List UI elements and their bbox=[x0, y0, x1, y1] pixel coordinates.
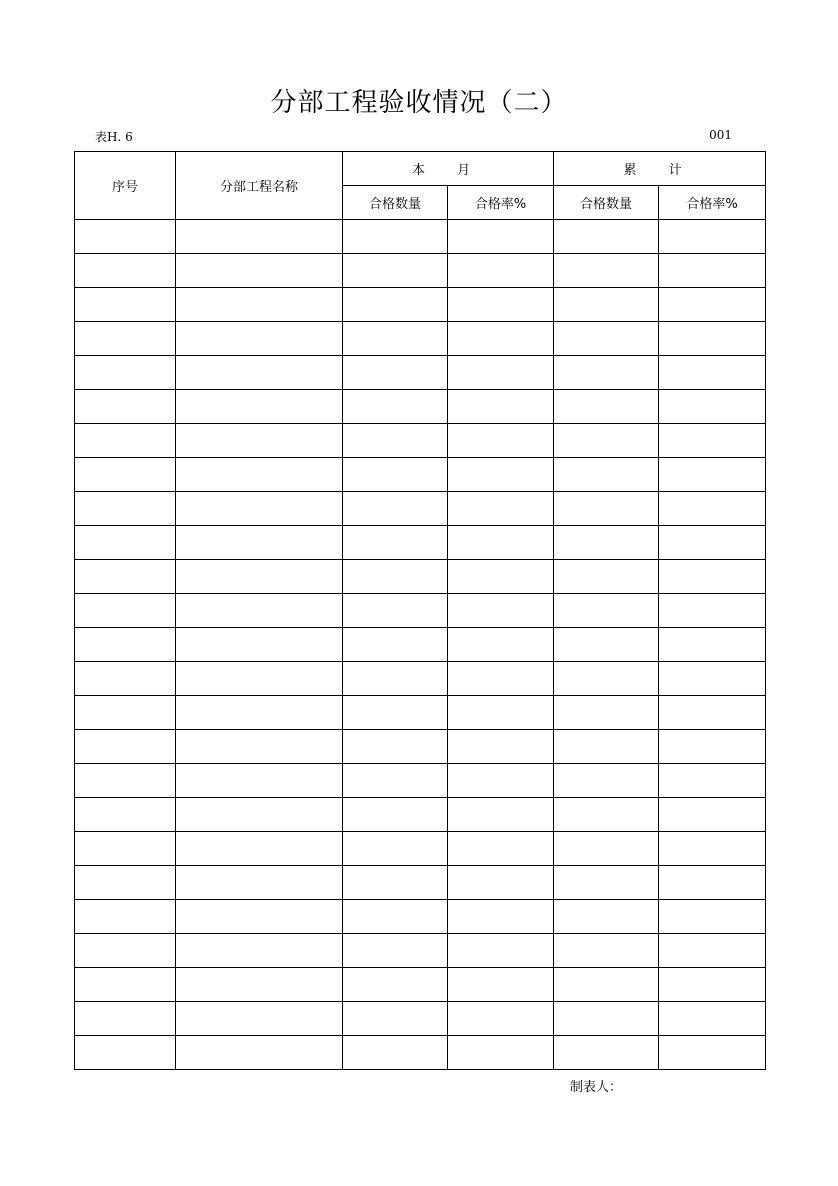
table-row bbox=[75, 764, 766, 798]
table-cell[interactable] bbox=[448, 832, 554, 866]
table-cell[interactable] bbox=[176, 356, 343, 390]
table-cell[interactable] bbox=[343, 220, 448, 254]
table-cell[interactable] bbox=[554, 662, 659, 696]
table-cell[interactable] bbox=[343, 730, 448, 764]
table-cell[interactable] bbox=[176, 1002, 343, 1036]
table-cell[interactable] bbox=[176, 492, 343, 526]
table-cell[interactable] bbox=[343, 934, 448, 968]
table-cell[interactable] bbox=[75, 254, 176, 288]
table-cell[interactable] bbox=[659, 798, 766, 832]
table-cell[interactable] bbox=[448, 254, 554, 288]
table-cell[interactable] bbox=[448, 696, 554, 730]
table-cell[interactable] bbox=[176, 1036, 343, 1070]
table-cell[interactable] bbox=[75, 934, 176, 968]
table-cell[interactable] bbox=[448, 730, 554, 764]
table-row bbox=[75, 390, 766, 424]
table-cell[interactable] bbox=[75, 1036, 176, 1070]
prepared-by-label: 制表人： bbox=[570, 1080, 623, 1095]
table-cell[interactable] bbox=[75, 662, 176, 696]
table-cell[interactable] bbox=[554, 730, 659, 764]
table-cell[interactable] bbox=[554, 560, 659, 594]
header-cumulative: 累 计 bbox=[554, 152, 766, 186]
header-seq: 序号 bbox=[75, 152, 176, 220]
table-row bbox=[75, 968, 766, 1002]
form-number: 表H. 6 bbox=[95, 130, 133, 144]
table-cell[interactable] bbox=[554, 356, 659, 390]
table-cell[interactable] bbox=[554, 628, 659, 662]
table-cell[interactable] bbox=[75, 900, 176, 934]
table-row bbox=[75, 730, 766, 764]
table-cell[interactable] bbox=[554, 390, 659, 424]
table-row bbox=[75, 288, 766, 322]
table-cell[interactable] bbox=[343, 968, 448, 1002]
table-cell[interactable] bbox=[554, 832, 659, 866]
table-cell[interactable] bbox=[343, 696, 448, 730]
table-cell[interactable] bbox=[343, 1002, 448, 1036]
table-cell[interactable] bbox=[448, 390, 554, 424]
table-cell[interactable] bbox=[176, 866, 343, 900]
table-cell[interactable] bbox=[554, 934, 659, 968]
table-cell[interactable] bbox=[448, 628, 554, 662]
table-cell[interactable] bbox=[554, 1036, 659, 1070]
table-cell[interactable] bbox=[176, 390, 343, 424]
table-cell[interactable] bbox=[554, 900, 659, 934]
table-cell[interactable] bbox=[75, 1002, 176, 1036]
table-cell[interactable] bbox=[176, 968, 343, 1002]
table-cell[interactable] bbox=[75, 866, 176, 900]
table-cell[interactable] bbox=[75, 560, 176, 594]
table-row bbox=[75, 628, 766, 662]
header-total-rate: 合格率% bbox=[659, 186, 766, 220]
table-cell[interactable] bbox=[659, 526, 766, 560]
header-month-qty: 合格数量 bbox=[343, 186, 448, 220]
table-cell[interactable] bbox=[75, 968, 176, 1002]
table-cell[interactable] bbox=[343, 356, 448, 390]
table-cell[interactable] bbox=[75, 696, 176, 730]
table-cell[interactable] bbox=[343, 798, 448, 832]
table-row bbox=[75, 322, 766, 356]
table-cell[interactable] bbox=[554, 526, 659, 560]
table-cell[interactable] bbox=[659, 730, 766, 764]
table-cell[interactable] bbox=[176, 560, 343, 594]
table-cell[interactable] bbox=[448, 900, 554, 934]
table-cell[interactable] bbox=[448, 594, 554, 628]
table-row bbox=[75, 458, 766, 492]
table-cell[interactable] bbox=[554, 288, 659, 322]
table-cell[interactable] bbox=[176, 458, 343, 492]
table-cell[interactable] bbox=[554, 424, 659, 458]
table-cell[interactable] bbox=[176, 424, 343, 458]
table-cell[interactable] bbox=[659, 832, 766, 866]
table-cell[interactable] bbox=[659, 764, 766, 798]
table-cell[interactable] bbox=[343, 764, 448, 798]
table-cell[interactable] bbox=[448, 322, 554, 356]
table-cell[interactable] bbox=[659, 424, 766, 458]
table-cell[interactable] bbox=[75, 798, 176, 832]
table-cell[interactable] bbox=[176, 526, 343, 560]
table-cell[interactable] bbox=[659, 900, 766, 934]
table-cell[interactable] bbox=[343, 662, 448, 696]
table-cell[interactable] bbox=[554, 764, 659, 798]
header-project-name: 分部工程名称 bbox=[176, 152, 343, 220]
table-cell[interactable] bbox=[75, 730, 176, 764]
table-cell[interactable] bbox=[75, 594, 176, 628]
table-cell[interactable] bbox=[343, 560, 448, 594]
table-cell[interactable] bbox=[176, 322, 343, 356]
table-cell[interactable] bbox=[448, 968, 554, 1002]
table-cell[interactable] bbox=[343, 628, 448, 662]
table-cell[interactable] bbox=[75, 526, 176, 560]
table-cell[interactable] bbox=[343, 492, 448, 526]
table-cell[interactable] bbox=[554, 798, 659, 832]
table-cell[interactable] bbox=[343, 1036, 448, 1070]
table-row bbox=[75, 526, 766, 560]
table-cell[interactable] bbox=[659, 390, 766, 424]
table-cell[interactable] bbox=[343, 288, 448, 322]
table-cell[interactable] bbox=[554, 458, 659, 492]
header-month-rate: 合格率% bbox=[448, 186, 554, 220]
table-cell[interactable] bbox=[448, 1036, 554, 1070]
table-row bbox=[75, 866, 766, 900]
table-cell[interactable] bbox=[343, 900, 448, 934]
table-row bbox=[75, 356, 766, 390]
table-cell[interactable] bbox=[343, 322, 448, 356]
table-row bbox=[75, 254, 766, 288]
table-cell[interactable] bbox=[448, 866, 554, 900]
table-cell[interactable] bbox=[659, 866, 766, 900]
table-row bbox=[75, 662, 766, 696]
table-cell[interactable] bbox=[343, 832, 448, 866]
table-cell[interactable] bbox=[176, 662, 343, 696]
table-row bbox=[75, 220, 766, 254]
table-cell[interactable] bbox=[343, 424, 448, 458]
table-cell[interactable] bbox=[448, 1002, 554, 1036]
table-cell[interactable] bbox=[554, 254, 659, 288]
table-cell[interactable] bbox=[75, 492, 176, 526]
table-cell[interactable] bbox=[659, 1036, 766, 1070]
table-cell[interactable] bbox=[176, 288, 343, 322]
table-cell[interactable] bbox=[75, 390, 176, 424]
table-cell[interactable] bbox=[659, 492, 766, 526]
table-cell[interactable] bbox=[554, 492, 659, 526]
table-cell[interactable] bbox=[659, 628, 766, 662]
table-cell[interactable] bbox=[659, 934, 766, 968]
table-cell[interactable] bbox=[176, 254, 343, 288]
table-cell[interactable] bbox=[448, 492, 554, 526]
table-cell[interactable] bbox=[554, 220, 659, 254]
table-cell[interactable] bbox=[75, 458, 176, 492]
table-body bbox=[75, 220, 766, 1070]
table-cell[interactable] bbox=[659, 322, 766, 356]
table-cell[interactable] bbox=[176, 628, 343, 662]
table-cell[interactable] bbox=[659, 356, 766, 390]
table-cell[interactable] bbox=[448, 764, 554, 798]
table-cell[interactable] bbox=[343, 594, 448, 628]
table-cell[interactable] bbox=[448, 458, 554, 492]
table-cell[interactable] bbox=[659, 560, 766, 594]
table-cell[interactable] bbox=[448, 424, 554, 458]
table-cell[interactable] bbox=[75, 220, 176, 254]
table-cell[interactable] bbox=[448, 934, 554, 968]
table-cell[interactable] bbox=[176, 730, 343, 764]
table-cell[interactable] bbox=[75, 764, 176, 798]
table-cell[interactable] bbox=[659, 458, 766, 492]
table-cell[interactable] bbox=[343, 390, 448, 424]
table-cell[interactable] bbox=[176, 696, 343, 730]
table-row bbox=[75, 560, 766, 594]
table-cell[interactable] bbox=[554, 968, 659, 1002]
table-row bbox=[75, 934, 766, 968]
table-cell[interactable] bbox=[176, 900, 343, 934]
table-cell[interactable] bbox=[659, 288, 766, 322]
table-cell[interactable] bbox=[343, 458, 448, 492]
table-cell[interactable] bbox=[75, 832, 176, 866]
header-total-qty: 合格数量 bbox=[554, 186, 659, 220]
header-this-month: 本 月 bbox=[343, 152, 554, 186]
table-row bbox=[75, 798, 766, 832]
table-cell[interactable] bbox=[75, 356, 176, 390]
page-title: 分部工程验收情况（二） bbox=[270, 88, 568, 118]
table-cell[interactable] bbox=[448, 662, 554, 696]
table-cell[interactable] bbox=[176, 832, 343, 866]
table-row bbox=[75, 594, 766, 628]
table-cell[interactable] bbox=[659, 696, 766, 730]
table-cell[interactable] bbox=[659, 594, 766, 628]
table-cell[interactable] bbox=[554, 1002, 659, 1036]
table-cell[interactable] bbox=[343, 526, 448, 560]
table-cell[interactable] bbox=[448, 356, 554, 390]
table-row bbox=[75, 424, 766, 458]
table-cell[interactable] bbox=[659, 968, 766, 1002]
table-cell[interactable] bbox=[659, 1002, 766, 1036]
table-cell[interactable] bbox=[659, 220, 766, 254]
table-cell[interactable] bbox=[176, 934, 343, 968]
table-cell[interactable] bbox=[176, 220, 343, 254]
acceptance-table bbox=[74, 151, 766, 1070]
table-cell[interactable] bbox=[554, 696, 659, 730]
table-cell[interactable] bbox=[75, 424, 176, 458]
table-cell[interactable] bbox=[554, 866, 659, 900]
table-cell[interactable] bbox=[75, 628, 176, 662]
table-cell[interactable] bbox=[448, 526, 554, 560]
table-cell[interactable] bbox=[75, 288, 176, 322]
table-row bbox=[75, 900, 766, 934]
table-cell[interactable] bbox=[448, 798, 554, 832]
table-cell[interactable] bbox=[176, 594, 343, 628]
table-cell[interactable] bbox=[659, 662, 766, 696]
table-cell[interactable] bbox=[176, 764, 343, 798]
table-row bbox=[75, 1036, 766, 1070]
table-cell[interactable] bbox=[343, 254, 448, 288]
table-cell[interactable] bbox=[75, 322, 176, 356]
table-cell[interactable] bbox=[343, 866, 448, 900]
table-row bbox=[75, 492, 766, 526]
table-cell[interactable] bbox=[176, 798, 343, 832]
document-number: 001 bbox=[709, 128, 732, 142]
table-row bbox=[75, 696, 766, 730]
table-row bbox=[75, 1002, 766, 1036]
table-cell[interactable] bbox=[448, 288, 554, 322]
table-cell[interactable] bbox=[448, 560, 554, 594]
table-cell[interactable] bbox=[554, 322, 659, 356]
table-row bbox=[75, 832, 766, 866]
table-cell[interactable] bbox=[659, 254, 766, 288]
table-cell[interactable] bbox=[448, 220, 554, 254]
table-cell[interactable] bbox=[554, 594, 659, 628]
